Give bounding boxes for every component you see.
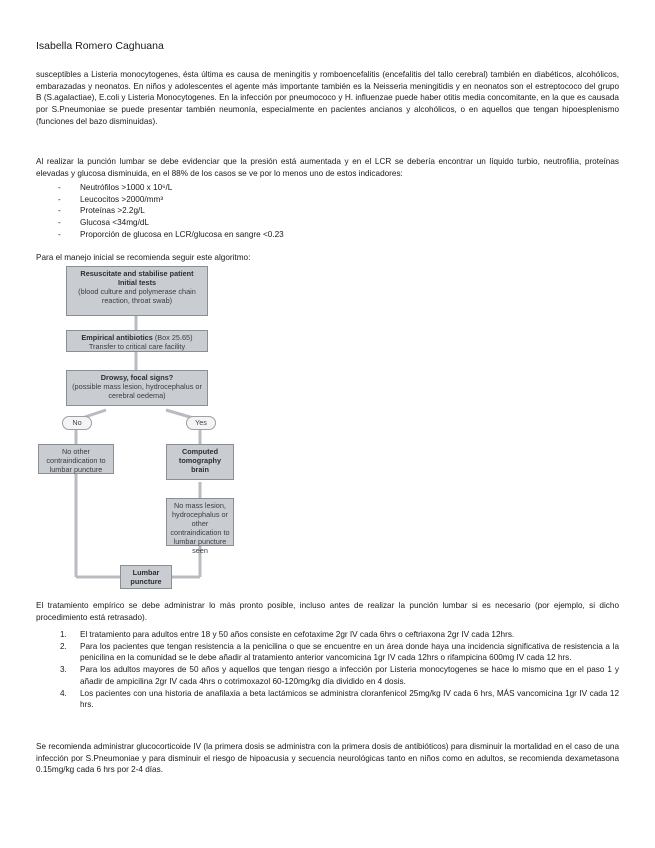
list-text: Para los adultos mayores de 50 años y aquellos que tengan riesgo a infección por Listeria monocytogenes se hace lo mismo que en el paso 1 y añadir de ampicilina 2gr IV cada 4hrs o cotrimoxazol 60-120mg/kg día dividido en 4 dosis.	[80, 665, 619, 686]
resuscitate-box	[66, 266, 208, 316]
yes-label: Yes	[186, 416, 216, 430]
list-number: 2.	[60, 641, 67, 651]
list-item: - Glucosa <34mg/dL	[58, 217, 284, 229]
list-item: - Neutrófilos >1000 x 10⁶/L	[58, 182, 284, 194]
ct-brain-title: Computed tomography brain	[178, 447, 222, 474]
no-contraindication-text: No other contraindication to lumbar puncture	[46, 447, 106, 474]
list-item	[36, 688, 619, 711]
empirical-antibiotics-title: Empirical antibiotics	[81, 333, 153, 342]
list-item: - Proporción de glucosa en LCR/glucosa en sangre <0.23	[58, 229, 284, 241]
management-flowchart	[36, 264, 396, 594]
csf-indicator-list	[58, 182, 284, 241]
paragraph-empirical-treatment: El tratamiento empírico se debe administrar lo más pronto posible, incluso antes de realizar la punción lumbar si es necesario (por ejemplo, si dicho procedimiento está retrasado).	[36, 601, 619, 622]
lumbar-puncture-title: Lumbar puncture	[130, 568, 162, 586]
no-contraindication-box	[38, 444, 114, 474]
list-number: 1.	[60, 630, 67, 639]
drowsy-title: Drowsy, focal signs?	[100, 373, 174, 382]
ct-brain-box	[166, 444, 234, 480]
list-item	[36, 664, 619, 687]
paragraph-lumbar-puncture: Al realizar la punción lumbar se debe evidenciar que la presión está aumentada y en el LCR se debería encontrar un líquido turbio, neutrofilia, proteínas elevadas y glucosa disminuida, en el 88% de los casos se ve por lo menos uno de estos indicadores:	[36, 157, 619, 178]
transfer-text: Transfer to critical care facility	[88, 342, 186, 351]
initial-tests-text: (blood culture and polymerase chain reaction, throat swab)	[78, 287, 196, 305]
author-name: Isabella Romero Caghuana	[36, 40, 164, 52]
list-number: 3.	[60, 665, 67, 675]
list-number: 4.	[60, 688, 67, 698]
no-mass-lesion-box	[166, 498, 234, 555]
list-text: Para los pacientes que tengan resistencia a la penicilina o que se encuentre en un área donde haya una incidencia significativa de resistencia a la penicilina en la comunidad se le debe añadir al tratamiento anterior vancomicina 1gr IV cada 12hrs o rifampicina 600mg IV cada 12 hrs.	[80, 641, 619, 663]
resuscitate-title: Resuscitate and stabilise patient	[80, 269, 194, 278]
empirical-antibiotics-box	[66, 330, 208, 352]
paragraph-listeria: susceptibles a Listeria monocytogenes, ésta última es causa de meningitis y romboencefalitis (encefalitis del tallo cerebral) también en diabéticos, alcohólicos, embarazadas y neonatos. En niños y adolescentes el agente más importante también es la Neisseria meningitidis y en neonatos son el estreptococo del grupo B (S.agalactiae), E.coli y Listeria Monocytogenes. En la infección por pneumococo y H. influenzae puede haber otitis media concomitante, en la que es causada por S.Pneumoniae se puede presentar también neumonía, especialmente en pacientes ancianos y alcohólicos, o en aquellos que tengan hipoesplenismo (funciones del bazo disminuidas).	[36, 70, 619, 126]
algorithm-intro: Para el manejo inicial se recomienda seguir este algoritmo:	[36, 253, 251, 262]
list-item: - Leucocitos >2000/mm³	[58, 194, 284, 206]
drowsy-text: (possible mass lesion, hydrocephalus or cerebral oedema)	[72, 382, 202, 400]
list-item: - Proteínas >2.2g/L	[58, 205, 284, 217]
list-text: Los pacientes con una historia de anafilaxia a beta lactámicos se administra cloranfenicol 25mg/kg IV cada 6 hrs, MÁS vancomicina 1gr IV cada 12 hrs.	[80, 688, 619, 710]
no-mass-lesion-text: No mass lesion, hydrocephalus or other contraindication to lumbar puncture seen	[170, 501, 230, 555]
drowsy-box	[66, 370, 208, 406]
no-label: No	[62, 416, 92, 430]
list-text: El tratamiento para adultos entre 18 y 50 años consiste en cefotaxime 2gr IV cada 6hrs o ceftriaxona 2gr IV cada 12hrs.	[80, 630, 515, 639]
lumbar-puncture-box	[120, 565, 172, 589]
initial-tests-title: Initial tests	[117, 278, 157, 287]
paragraph-glucocorticoid: Se recomienda administrar glucocorticoide IV (la primera dosis se administra con la primera dosis de antibióticos) para disminuir la mortalidad en el caso de una infección por S.Pneumoniae y para disminuir el riesgo de hipoacusia y secuencia neurológicas tanto en niños como en adultos, se recomienda dexametasona 0.15mg/kg cada 6 hrs por 2-4 días.	[36, 742, 619, 775]
treatment-list	[36, 629, 619, 711]
list-item	[36, 641, 619, 664]
list-item	[36, 629, 619, 641]
box-reference: (Box 25.65)	[154, 333, 193, 342]
